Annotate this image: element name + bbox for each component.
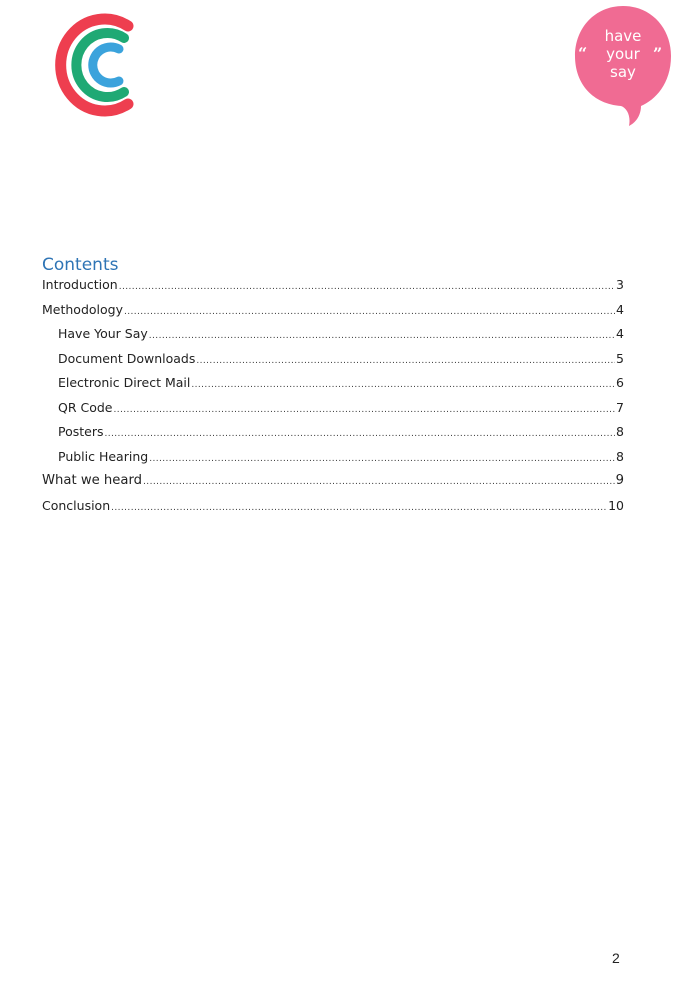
toc-entry-page: 6 [616, 375, 624, 390]
c-logo-icon [46, 12, 142, 118]
toc-entry-label: Document Downloads [58, 350, 196, 366]
have-your-say-logo [571, 4, 675, 128]
toc-entry-label: Methodology [42, 301, 123, 317]
close-quote-icon: ” [653, 44, 663, 63]
toc-entry-page: 9 [615, 473, 624, 488]
toc-entry-label: Public Hearing [58, 448, 149, 464]
contents-heading: Contents [42, 255, 119, 275]
toc-leader-dots [149, 454, 615, 464]
toc-leader-dots [191, 380, 615, 390]
toc-entry-label: Posters [58, 424, 104, 439]
toc-leader-dots [119, 282, 615, 292]
toc-leader-dots [105, 429, 616, 439]
toc-entry[interactable] [42, 473, 624, 498]
logo-line-say: say [610, 63, 636, 81]
toc-entry-page: 8 [616, 448, 624, 464]
table-of-contents [42, 277, 624, 522]
toc-entry-label: What we heard [42, 473, 143, 488]
open-quote-icon: “ [578, 44, 588, 63]
toc-entry-page: 8 [616, 424, 624, 439]
toc-entry-page: 4 [616, 301, 624, 317]
toc-entry[interactable] [42, 424, 624, 449]
toc-entry[interactable] [42, 400, 624, 425]
toc-entry-label: Introduction [42, 277, 118, 292]
toc-entry-label: Conclusion [42, 497, 111, 513]
toc-leader-dots [149, 331, 615, 341]
toc-entry[interactable] [42, 375, 624, 400]
toc-entry[interactable] [42, 449, 624, 474]
toc-entry[interactable] [42, 498, 624, 523]
toc-leader-dots [114, 405, 616, 415]
toc-leader-dots [143, 477, 615, 487]
toc-entry-page: 3 [616, 277, 624, 292]
toc-entry-label: Have Your Say [58, 326, 148, 341]
toc-entry[interactable] [42, 326, 624, 351]
logo-line-your: your [606, 45, 640, 63]
toc-leader-dots [124, 307, 615, 317]
toc-entry-page: 10 [608, 497, 624, 513]
toc-entry[interactable] [42, 351, 624, 376]
toc-leader-dots [111, 503, 607, 513]
toc-entry-label: Electronic Direct Mail [58, 375, 191, 390]
page-number: 2 [612, 950, 620, 966]
logo-line-have: have [604, 27, 642, 45]
toc-entry-page: 5 [616, 350, 624, 366]
toc-entry-page: 4 [616, 326, 624, 341]
toc-leader-dots [196, 356, 615, 366]
toc-entry[interactable] [42, 277, 624, 302]
toc-entry[interactable] [42, 302, 624, 327]
toc-entry-page: 7 [616, 399, 624, 415]
toc-entry-label: QR Code [58, 399, 113, 415]
